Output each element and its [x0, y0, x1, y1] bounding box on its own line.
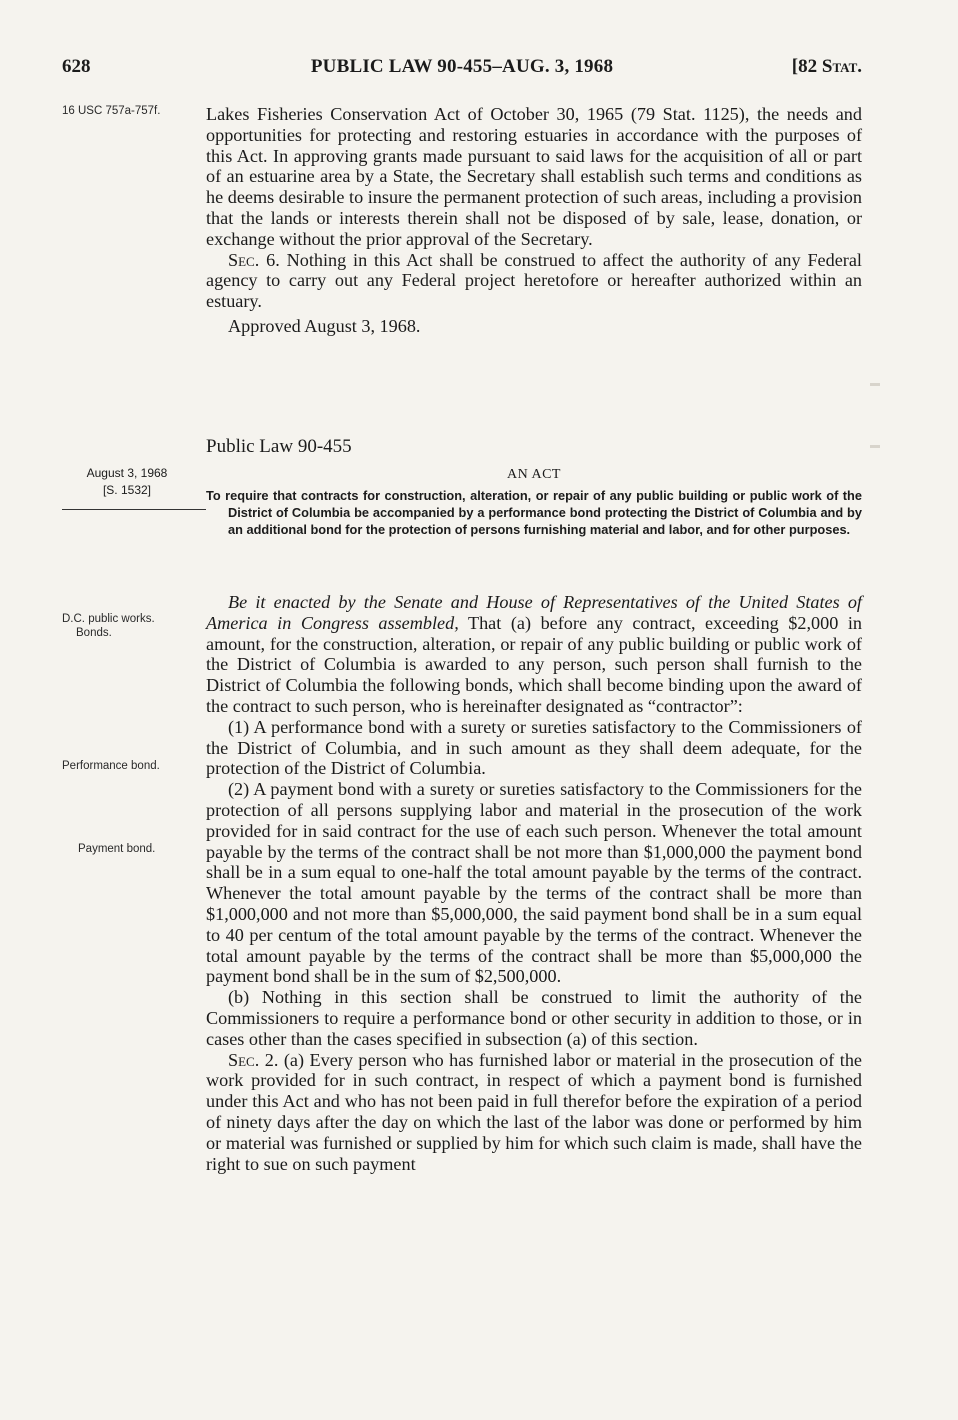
- running-header: [62, 56, 862, 86]
- sec6-text: Nothing in this Act shall be construed to affect the authority of any Federal agency to carry out any Federal project heretofore or hereafter authorized within an estuary.: [206, 249, 862, 312]
- section-2: [206, 1050, 862, 1175]
- margin-note-usc: 16 USC 757a-757f.: [62, 105, 161, 117]
- header-stat-ref: [792, 56, 862, 78]
- margin-note-dc-works: [62, 612, 172, 640]
- act-body: [206, 592, 862, 1174]
- enacting-italic: Be it enacted by the Senate and House of Representatives of the United States of America in Congress assembled,: [206, 592, 862, 633]
- header-title: PUBLIC LAW 90-455–AUG. 3, 1968: [310, 56, 614, 77]
- page-number: 628: [62, 56, 91, 77]
- margin-bill-number: [S. 1532]: [102, 483, 152, 497]
- approved-line: Approved August 3, 1968.: [228, 315, 421, 336]
- margin-date-block: [62, 465, 192, 499]
- margin-rule: [62, 509, 206, 510]
- margin-bonds: Bonds.: [76, 627, 112, 639]
- margin-date: August 3, 1968: [86, 466, 168, 480]
- subsection-b: (b) Nothing in this section shall be construed to limit the authority of the Commissioners to require a performance bond or other security in addition to those, or in cases other than the cases specified in subsection (a) of this section.: [206, 987, 862, 1049]
- section-6: [206, 250, 862, 312]
- public-law-heading: Public Law 90-455: [206, 436, 352, 457]
- enacting-rest: That (a) before any contract, exceeding $2,000 in amount, for the construction, alteration, or repair of any public building or public work of the District of Columbia is awarded to any person, such person shall furnish to the District of Columbia the following bonds, which shall become binding upon the award of the contract to such person, who is hereinafter designated as “contractor”:: [206, 612, 863, 716]
- sec6-label: Sec. 6.: [228, 249, 280, 270]
- performance-bond-para: (1) A performance bond with a surety or sureties satisfactory to the Commissioners of the District of Columbia, and in such amount as they shall deem adequate, for the protection of the District of Columbia.: [206, 716, 862, 779]
- margin-dc-public-works: D.C. public works.: [62, 613, 155, 625]
- margin-note-payment: Payment bond.: [78, 843, 156, 855]
- sec2-label: Sec. 2.: [228, 1049, 279, 1070]
- stat-prefix: [82: [791, 56, 822, 77]
- stat-word: Stat.: [821, 56, 862, 77]
- act-purpose-text: To require that contracts for construction, alteration, or repair of any public building or public work of the District of Columbia be accompanied by a performance bond protecting the District of Columbia and by an additional bond for the protection of persons furnishing material and labor, and for other purposes.: [206, 488, 862, 537]
- continuation-paragraph: Lakes Fisheries Conservation Act of October 30, 1965 (79 Stat. 1125), the needs and opportunities for protecting and restoring estuaries in accordance with the purposes of this Act. In approving grants made pursuant to said laws for the acquisition of all or part of an estuarine area by a State, the Secretary shall establish such terms and conditions as he deems desirable to insure the permanent protection of such areas, including a provision that the lands or interests therein shall not be disposed of by sale, lease, donation, or exchange without the prior approval of the Secretary.: [206, 104, 862, 249]
- sec2-text: (a) Every person who has furnished labor or material in the prosecution of the work provided for in such contract, in respect of which a payment bond is furnished under this Act and who has not been paid in full therefor before the expiration of a period of ninety days after the day on which the last of the labor was done or performed by him or material was furnished or supplied by him for which such claim is made, shall have the right to sue on such payment: [206, 1049, 862, 1174]
- an-act-label: AN ACT: [507, 467, 561, 482]
- bleed-through-mark: ▬: [870, 440, 880, 451]
- enacting-clause: [206, 592, 862, 717]
- bleed-through-mark: ▬: [870, 378, 880, 389]
- margin-note-performance: Performance bond.: [62, 760, 160, 772]
- act-purpose: [206, 487, 862, 538]
- payment-bond-para: (2) A payment bond with a surety or sureties satisfactory to the Commissioners for the protection of all persons supplying labor and material in the prosecution of the work provided for in said contract for the use of each such person. Whenever the total amount payable by the terms of the contract shall be not more than $1,000,000 the payment bond shall be in a sum equal to one-half the total amount payable by the terms of the contract. Whenever the total amount payable by the terms of the contract shall be more than $1,000,000 and not more than $5,000,000, the said payment bond shall be in a sum equal to 40 per centum of the total amount payable by the terms of the contract. Whenever the total amount payable by the terms of the contract shall be more than $5,000,000 the payment bond shall be in the sum of $2,500,000.: [206, 779, 862, 987]
- top-section: [206, 104, 862, 337]
